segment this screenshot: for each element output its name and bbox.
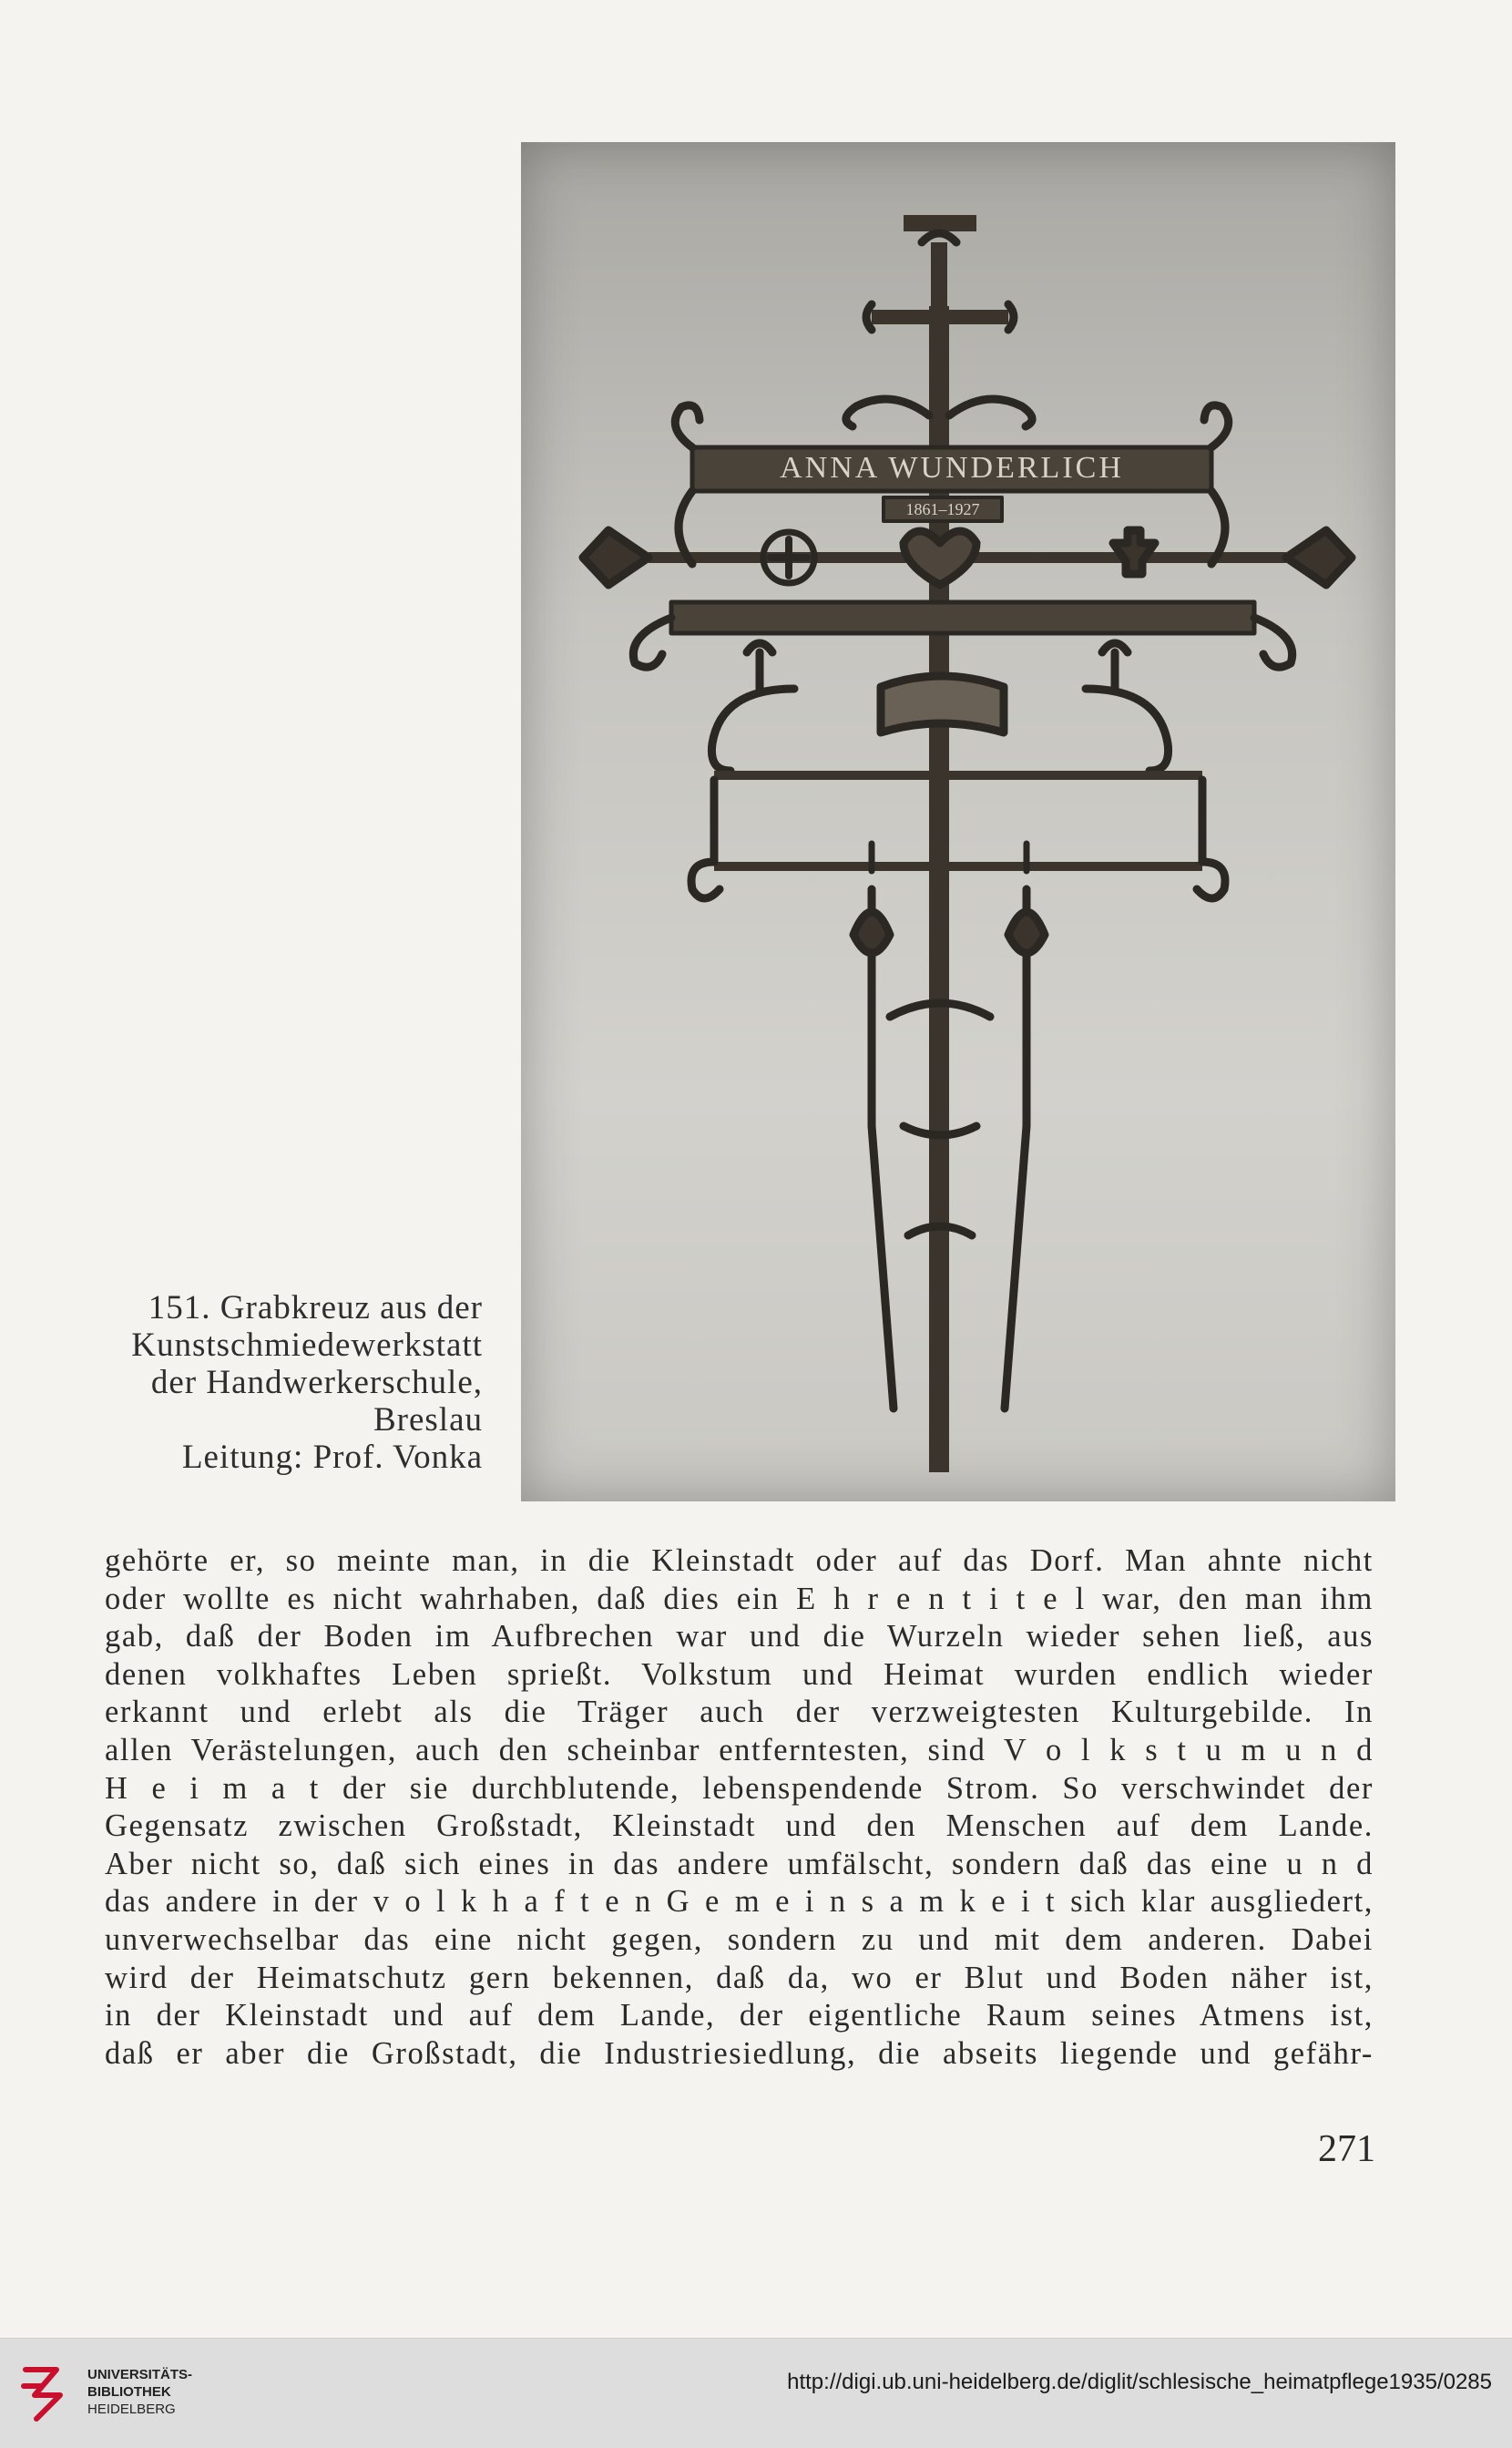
- text-line: Gegensatz zwischen Großstadt, Kleinstadt und den Menschen auf dem Lande.: [105, 1808, 1374, 1844]
- caption-line: 151. Grabkreuz aus der: [148, 1289, 483, 1326]
- library-name-line: BIBLIOTHEK: [87, 2384, 171, 2400]
- text-line: Aber nicht so, daß sich eines in das andere umfälscht, sondern daß das eine u n d: [105, 1846, 1374, 1881]
- caption-line: Kunstschmiedewerkstatt: [131, 1326, 483, 1364]
- text-line: gab, daß der Boden im Aufbrechen war und die Wurzeln wieder sehen ließ, aus: [105, 1619, 1374, 1654]
- cross-inscription: ANNA WUNDERLICH: [780, 451, 1124, 485]
- grave-cross-photo: [521, 142, 1395, 1501]
- wrought-iron-cross-illustration: [521, 142, 1395, 1501]
- cross-dates: 1861–1927: [905, 500, 980, 518]
- text-line: in der Kleinstadt und auf dem Lande, der eigentliche Raum seines Atmens ist,: [105, 1998, 1374, 2033]
- text-line: wird der Heimatschutz gern bekennen, daß da, wo er Blut und Boden näher ist,: [105, 1960, 1374, 1995]
- text-line: erkannt und erlebt als die Träger auch der verzweigtesten Kulturgebilde. In: [105, 1695, 1374, 1730]
- university-library-logo-icon: [16, 2359, 73, 2424]
- figure-caption: [100, 1289, 483, 1476]
- text-line: gehörte er, so meinte man, in die Kleinstadt oder auf das Dorf. Man ahnte nicht: [105, 1543, 1374, 1578]
- text-line: oder wollte es nicht wahrhaben, daß dies ein E h r e n t i t e l war, den man ihm: [105, 1581, 1374, 1616]
- library-name-line: UNIVERSITÄTS-: [87, 2367, 193, 2382]
- caption-line: Leitung: Prof. Vonka: [181, 1439, 483, 1476]
- library-name: [87, 2366, 192, 2418]
- text-line: H e i m a t der sie durchblutende, lebenspendende Strom. So verschwindet der: [105, 1770, 1374, 1806]
- text-line: denen volkhaftes Leben sprießt. Volkstum und Heimat wurden endlich wieder: [105, 1656, 1374, 1692]
- library-name-line: HEIDELBERG: [87, 2402, 176, 2417]
- permalink-url[interactable]: http://digi.ub.uni-heidelberg.de/diglit/schlesische_heimatpflege1935/0285: [787, 2370, 1492, 2394]
- caption-line: Breslau: [373, 1401, 483, 1439]
- caption-line: der Handwerkerschule,: [150, 1364, 483, 1401]
- library-footer-bar: [0, 2338, 1512, 2448]
- text-line: allen Verästelungen, auch den scheinbar entferntesten, sind V o l k s t u m u n d: [105, 1732, 1374, 1767]
- page-number: 271: [1318, 2128, 1375, 2170]
- text-line: daß er aber die Großstadt, die Industriesiedlung, die abseits liegende und gefähr-: [105, 2035, 1374, 2071]
- text-line: unverwechselbar das eine nicht gegen, sondern zu und mit dem anderen. Dabei: [105, 1921, 1374, 1957]
- body-paragraph: [105, 1542, 1374, 2073]
- text-line: das andere in der v o l k h a f t e n G e m e i n s a m k e i t sich klar ausgliedert,: [105, 1884, 1374, 1920]
